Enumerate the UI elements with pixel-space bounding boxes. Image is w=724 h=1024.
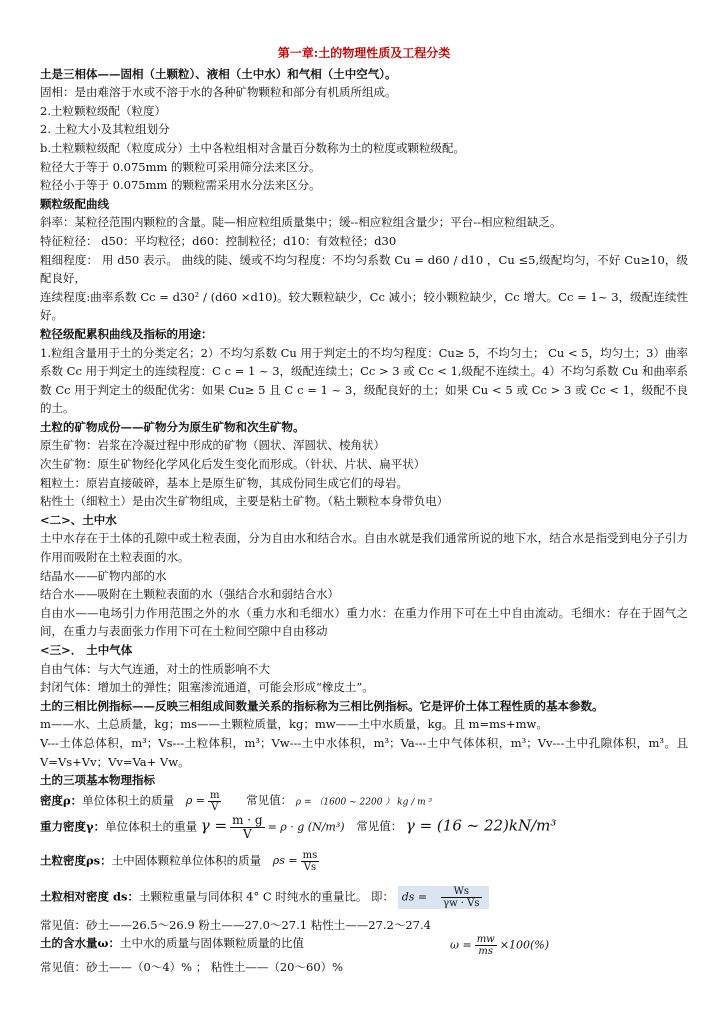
- specific-gravity-denominator: γw · Vs: [443, 897, 480, 909]
- text-line: 自由气体：与大气连通，对土的性质影响不大: [40, 661, 270, 676]
- text-line: b.土粒颗粒级配（粒度成分）土中各粒组相对含量百分数称为土的粒度或颗粒级配。: [40, 140, 466, 155]
- text-line: 常见值：砂土——（0～4）% ； 粘性土——（20～60）%: [40, 960, 344, 975]
- text-line: m——水、土总质量，kg；ms——土颗粒质量，kg；mw——土中水质量，kg。且 m=ms+mw。: [40, 717, 548, 732]
- unit-weight-formula-rhs: = ρ · g (N/m³): [267, 820, 345, 834]
- section-heading: 土粒的矿物成份——矿物分为原生矿物和次生矿物。: [40, 419, 305, 434]
- particle-density-fraction: [301, 850, 320, 873]
- water-content-numerator: mw: [476, 934, 495, 946]
- text-paragraph: 土中水存在于土体的孔隙中或土粒表面，分为自由水和结合水。自由水就是我们通常所说的地下水，结合水是指受到电分子引力作用而吸附在土粒表面的水。: [40, 531, 688, 565]
- text-paragraph: 连续程度:曲率系数 Cc = d30² / (d60 ×d10)。较大颗粒缺少，Cc 减小；较小颗粒缺少，Cc 增大。Cc = 1~ 3，级配连续性好。: [40, 289, 688, 323]
- water-content-formula-lhs: ω =: [450, 938, 472, 952]
- particle-density-row: [40, 850, 688, 880]
- section-heading: 土的三相比例指标——反映三相组成间数量关系的指标称为三相比例指标。它是评价土体工程性质的基本参数。: [40, 698, 604, 713]
- density-row: [40, 790, 688, 814]
- text-line: 2. 土粒大小及其粒组划分: [40, 122, 170, 137]
- specific-gravity-label: 土粒相对密度 ds：: [40, 889, 140, 904]
- section-heading: 颗粒级配曲线: [40, 196, 109, 211]
- specific-gravity-fraction: [441, 886, 481, 909]
- particle-density-desc: 土中固体颗粒单位体积的质量: [111, 853, 262, 868]
- section-heading: <三>． 土中气体: [40, 643, 133, 657]
- text-line: 常见值：砂土——26.5～26.9 粉土——27.0～27.1 粘性土——27.2～27.4: [40, 917, 431, 932]
- specific-gravity-formula-lhs: ds =: [401, 890, 428, 904]
- unit-weight-common-label: 常见值：: [356, 819, 403, 834]
- text-line: 粒径小于等于 0.075mm 的颗粒需采用水分法来区分。: [40, 178, 321, 193]
- particle-density-label: 土粒密度ρs：: [40, 853, 112, 868]
- density-label: 密度ρ：: [40, 793, 83, 808]
- specific-gravity-desc: 土颗粒重量与同体积 4° C 时纯水的重量比。 即：: [139, 889, 395, 904]
- unit-weight-formula-lhs: γ =: [200, 816, 228, 835]
- section-heading: 土的三项基本物理指标: [40, 773, 155, 788]
- text-paragraph: V---土体总体积，m³；Vs---土粒体积，m³；Vw---土中水体积，m³；Va---土中气体体积，m³；Vv---土中孔隙体积，m³。且 V=Vs+Vv；Vv=Va+ Vw。: [40, 735, 688, 769]
- text-paragraph: 自由水——电场引力作用范围之外的水（重力水和毛细水）重力水：在重力作用下可在土中自由流动。毛细水：存在于固气之间，在重力与表面张力作用下可在土粒间空隙中自由移动: [40, 605, 688, 639]
- text-line: 特征粒径： d50：平均粒径；d60：控制粒径；d10：有效粒径；d30: [40, 233, 397, 248]
- specific-gravity-formula-box: [398, 886, 489, 909]
- text-line: 2.土粒颗粒级配（粒度）: [40, 103, 166, 118]
- water-content-desc: 土中水的质量与固体颗粒质量的比值: [119, 936, 304, 951]
- water-content-formula: [450, 934, 549, 957]
- unit-weight-label: 重力密度γ：: [40, 819, 106, 834]
- density-range: ρ = （1600 ~ 2200 ） kg ∕ m ³: [295, 797, 433, 808]
- text-line: 粒径大于等于 0.075mm 的颗粒可采用筛分法来区分。: [40, 159, 321, 174]
- density-fraction: [208, 790, 221, 813]
- specific-gravity-numerator: Ws: [441, 886, 481, 898]
- text-line: 土是三相体——固相（土颗粒）、液相（土中水）和气相（土中空气）。: [40, 66, 397, 81]
- document-page: [40, 44, 688, 977]
- section-heading: <二>、土中水: [40, 512, 117, 527]
- text-paragraph: 粗细程度： 用 d50 表示。 曲线的陡、缓或不均匀程度：不均匀系数 Cu = d60 / d10 ，Cu ≤5,级配均匀，不好 Cu≥10，级配良好，: [40, 252, 688, 286]
- text-line: 斜率：某粒径范围内颗粒的含量。陡—相应粒组质量集中；缓--相应粒组含量少；平台--相应粒组缺乏。: [40, 215, 562, 230]
- text-line: 次生矿物：原生矿物经化学风化后发生变化而形成。（针状、片状、扁平状）: [40, 457, 426, 472]
- density-desc: 单位体积土的质量: [82, 793, 175, 808]
- density-denominator: V: [211, 801, 219, 813]
- unit-weight-desc: 单位体积土的重量: [105, 819, 198, 834]
- water-content-formula-rhs: ×100(%): [499, 938, 549, 952]
- water-content-row: [40, 934, 688, 958]
- density-numerator: m: [210, 789, 220, 801]
- text-line: 粘性土（细粒土）是由次生矿物组成，主要是粘土矿物。（粘土颗粒本身带负电）: [40, 494, 449, 509]
- text-line: 原生矿物：岩浆在冷凝过程中形成的矿物（圆状、浑圆状、棱角状）: [40, 438, 385, 453]
- unit-weight-fraction: [230, 814, 265, 841]
- text-line: 固相：是由难溶于水或不溶于水的各种矿物颗粒和部分有机质所组成。: [40, 85, 397, 100]
- text-line: 粗粒土：原岩直接破碎，基本上是原生矿物，其成份同生成它们的母岩。: [40, 475, 408, 490]
- water-content-denominator: ms: [478, 946, 494, 958]
- chapter-title: 第一章:土的物理性质及工程分类: [277, 46, 451, 60]
- section-heading: 粒径级配累积曲线及指标的用途：: [40, 326, 213, 341]
- text-line: 封闭气体：增加土的弹性；阻塞渗流通道，可能会形成“橡皮土”。: [40, 680, 374, 695]
- water-content-label: 土的含水量ω：: [40, 936, 120, 951]
- particle-density-formula-lhs: ρs =: [272, 854, 298, 868]
- particle-density-numerator: ms: [302, 849, 318, 861]
- text-line: 结晶水——矿物内部的水: [40, 568, 167, 583]
- density-common-label: 常见值：: [246, 793, 293, 808]
- text-line: 结合水——吸附在土颗粒表面的水（强结合水和弱结合水）: [40, 587, 339, 602]
- particle-density-denominator: Vs: [303, 861, 317, 873]
- unit-weight-numerator: m · g: [232, 812, 263, 827]
- unit-weight-row: [40, 814, 688, 844]
- density-formula-lhs: ρ =: [185, 794, 205, 808]
- text-paragraph: 1.粒组含量用于土的分类定名；2）不均匀系数 Cu 用于判定土的不均匀程度：Cu≥ 5，不均匀土； Cu < 5，均匀土；3）曲率系数 Cc 用于判定土的连续程度：C c = 1 ~ 3，级配连续土；Cc > 3 或 Cc < 1,级配不连续土。4）不均匀系数 Cu 和曲率系数 Cc 用于判定土的级配优劣：如果 Cu≥ 5 且 C c = 1 ~ 3，级配良好的土；如果 Cu < 5 或 Cc > 3 或 Cc < 1，级配不良的土。: [40, 345, 688, 416]
- specific-gravity-row: [40, 886, 688, 916]
- unit-weight-range: γ = (16 ~ 22)kN∕m³: [405, 816, 557, 835]
- unit-weight-denominator: V: [242, 826, 252, 841]
- water-content-fraction: [475, 934, 497, 957]
